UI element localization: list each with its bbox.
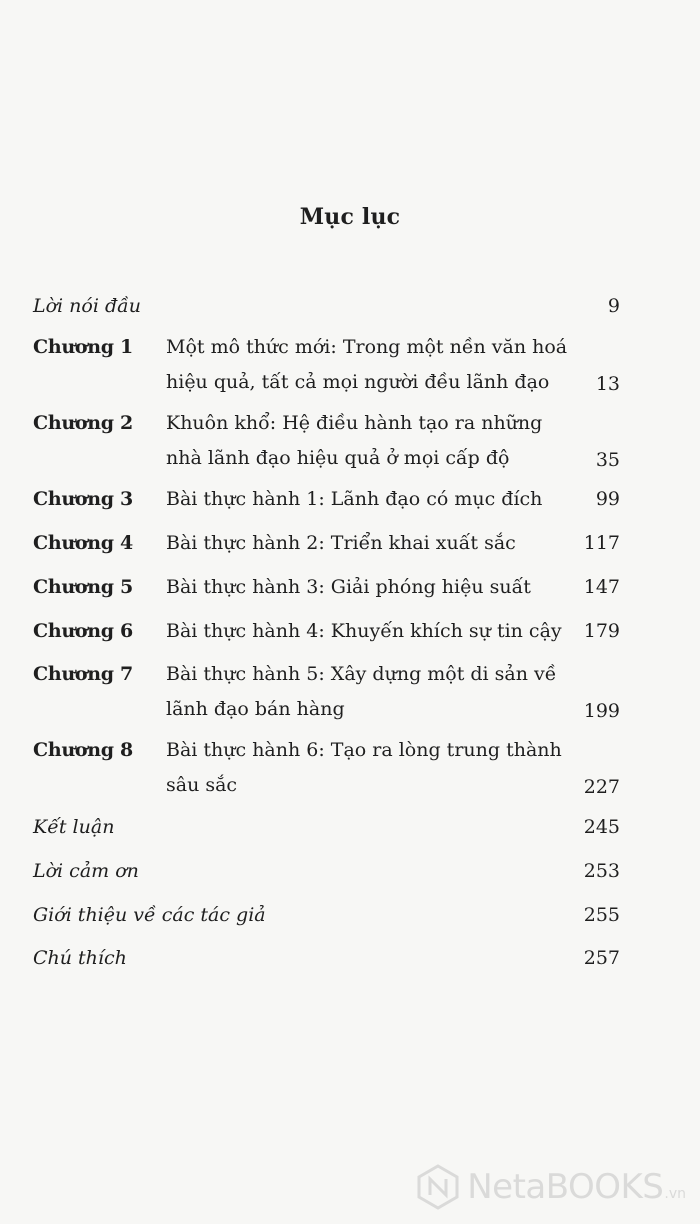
chapter-title-line: Bài thực hành 2: Triển khai xuất sắc <box>166 532 516 554</box>
section-label: Giới thiệu về các tác giả <box>33 904 266 926</box>
section-label: Lời nói đầu <box>33 295 142 317</box>
chapter-label: Chương 1 <box>33 336 133 358</box>
chapter-title <box>166 614 576 649</box>
chapter-title <box>166 406 576 476</box>
page-number: 99 <box>595 488 620 510</box>
chapter-title-line: Bài thực hành 5: Xây dựng một di sản về <box>166 663 557 685</box>
page-number: 13 <box>595 373 620 395</box>
chapter-title-line: Một mô thức mới: Trong một nền văn hoá <box>166 336 568 358</box>
chapter-label: Chương 8 <box>33 739 133 761</box>
chapter-label: Chương 6 <box>33 620 133 642</box>
chapter-title <box>166 570 576 605</box>
chapter-label: Chương 3 <box>33 488 133 510</box>
chapter-title-line: lãnh đạo bán hàng <box>166 698 345 720</box>
page-number: 117 <box>583 532 620 554</box>
page-number: 179 <box>583 620 620 642</box>
page-number: 147 <box>583 576 620 598</box>
chapter-title <box>166 657 576 727</box>
chapter-title-line: sâu sắc <box>166 774 238 796</box>
page-number: 257 <box>583 947 620 969</box>
chapter-title <box>166 526 576 561</box>
chapter-title-line: Bài thực hành 4: Khuyến khích sự tin cậy <box>166 620 562 642</box>
chapter-title <box>166 482 576 517</box>
chapter-title <box>166 330 576 400</box>
chapter-title-line: Khuôn khổ: Hệ điều hành tạo ra những <box>166 412 543 434</box>
chapter-title-line: Bài thực hành 3: Giải phóng hiệu suất <box>166 576 531 598</box>
watermark <box>415 1164 686 1210</box>
chapter-label: Chương 4 <box>33 532 133 554</box>
chapter-title-line: Bài thực hành 6: Tạo ra lòng trung thành <box>166 739 562 761</box>
chapter-title-line: nhà lãnh đạo hiệu quả ở mọi cấp độ <box>166 447 510 469</box>
section-label: Kết luận <box>33 816 115 838</box>
page-title: Mục lục <box>299 204 401 230</box>
chapter-label: Chương 7 <box>33 663 133 685</box>
chapter-title-line: Bài thực hành 1: Lãnh đạo có mục đích <box>166 488 543 510</box>
page-number: 9 <box>607 295 620 317</box>
chapter-label: Chương 2 <box>33 412 133 434</box>
netabooks-logo-icon <box>415 1164 461 1210</box>
section-label: Lời cảm ơn <box>33 860 139 882</box>
chapter-title-line: hiệu quả, tất cả mọi người đều lãnh đạo <box>166 371 550 393</box>
watermark-suffix: .vn <box>664 1186 686 1202</box>
page-number: 255 <box>583 904 620 926</box>
chapter-label: Chương 5 <box>33 576 133 598</box>
page-number: 253 <box>583 860 620 882</box>
watermark-text: NetaBOOKS <box>467 1167 664 1207</box>
section-label: Chú thích <box>33 947 127 969</box>
page-number: 245 <box>583 816 620 838</box>
chapter-title <box>166 733 576 803</box>
page-number: 199 <box>583 700 620 722</box>
page-number: 35 <box>595 449 620 471</box>
page-number: 227 <box>583 776 620 798</box>
